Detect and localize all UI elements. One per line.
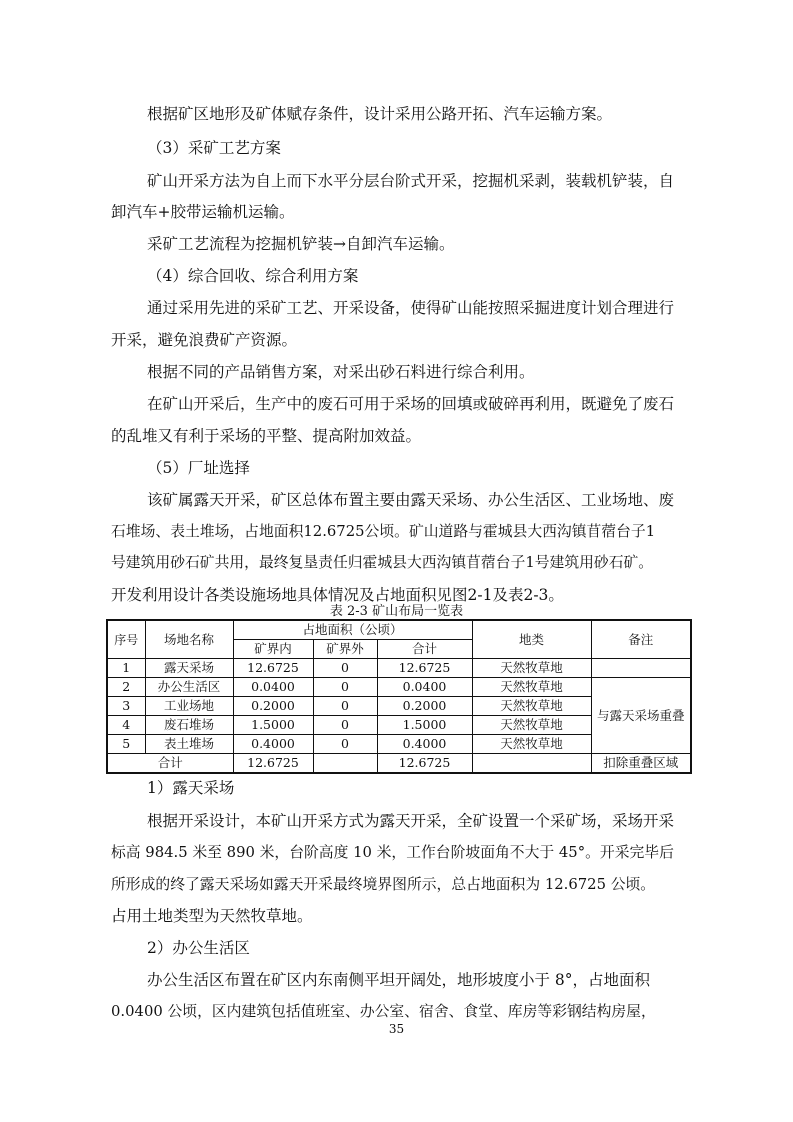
cell-seq: 4 <box>107 716 145 735</box>
paragraph-line: 该矿属露天开采，矿区总体布置主要由露天采场、办公生活区、工业场地、废 <box>147 491 675 509</box>
section-heading: （3）采矿工艺方案 <box>147 139 281 157</box>
section-heading: 1）露天采场 <box>147 779 235 797</box>
paragraph-line: 矿山开采方法为自上而下水平分层台阶式开采，挖掘机采剥，装载机铲装，自 <box>147 172 675 190</box>
paragraph-line: 石堆场、表土堆场，占地面积12.6725公顷。矿山道路与霍城县大西沟镇苜蓿台子1 <box>111 523 656 540</box>
section-heading: 2）办公生活区 <box>147 939 250 957</box>
paragraph-line: 占用土地类型为天然牧草地。 <box>111 907 313 925</box>
paragraph-line: 0.0400 公顷，区内建筑包括值班室、办公室、宿舍、食堂、库房等彩钢结构房屋， <box>111 1003 656 1020</box>
table-total-row <box>107 754 691 774</box>
section-heading: （5）厂址选择 <box>147 459 250 477</box>
cell-total-remark: 扣除重叠区域 <box>591 754 691 774</box>
cell-seq: 1 <box>107 659 145 678</box>
cell-inside: 0.4000 <box>233 735 313 754</box>
paragraph-line: 通过采用先进的采矿工艺、开采设备，使得矿山能按照采掘进度计划合理进行 <box>147 299 675 317</box>
paragraph-line: 根据开采设计，本矿山开采方式为露天开采，全矿设置一个采矿场，采场开采 <box>147 812 675 830</box>
cell-outside: 0 <box>313 659 377 678</box>
cell-total-land-type <box>472 754 591 774</box>
cell-land-type: 天然牧草地 <box>472 716 591 735</box>
paragraph-line: 的乱堆又有利于采场的平整、提高附加效益。 <box>111 427 422 445</box>
header-total: 合计 <box>377 640 472 659</box>
paragraph-line: 办公生活区布置在矿区内东南侧平坦开阔处，地形坡度小于 8°，占地面积 <box>147 971 651 989</box>
cell-seq: 2 <box>107 678 145 697</box>
cell-name: 废石堆场 <box>145 716 233 735</box>
cell-name: 办公生活区 <box>145 678 233 697</box>
paragraph-line: 开采，避免浪费矿产资源。 <box>111 331 298 349</box>
header-outside: 矿界外 <box>313 640 377 659</box>
paragraph-line: 在矿山开采后，生产中的废石可用于采场的回填或破碎再利用，既避免了废石 <box>147 395 675 413</box>
cell-inside: 12.6725 <box>233 659 313 678</box>
cell-total: 1.5000 <box>377 716 472 735</box>
paragraph-line: 根据不同的产品销售方案，对采出砂石料进行综合利用。 <box>147 363 535 381</box>
cell-remark-merged: 与露天采场重叠 <box>591 678 691 754</box>
header-inside: 矿界内 <box>233 640 313 659</box>
paragraph-line: 标高 984.5 米至 890 米，台阶高度 10 米，工作台阶坡面角不大于 45°。开采完毕后 <box>111 844 674 861</box>
cell-outside: 0 <box>313 697 377 716</box>
cell-inside: 0.0400 <box>233 678 313 697</box>
cell-land-type: 天然牧草地 <box>472 659 591 678</box>
paragraph-line: 采矿工艺流程为挖掘机铲装→自卸汽车运输。 <box>147 235 455 253</box>
cell-total-outside <box>313 754 377 774</box>
cell-name: 露天采场 <box>145 659 233 678</box>
cell-outside: 0 <box>313 678 377 697</box>
paragraph-line: 根据矿区地形及矿体赋存条件，设计采用公路开拓、汽车运输方案。 <box>147 105 613 123</box>
header-remark: 备注 <box>591 620 691 659</box>
cell-name: 表土堆场 <box>145 735 233 754</box>
paragraph-line: 号建筑用砂石矿共用，最终复垦责任归霍城县大西沟镇苜蓿台子1号建筑用砂石矿。 <box>111 554 654 571</box>
cell-total: 0.0400 <box>377 678 472 697</box>
cell-outside: 0 <box>313 735 377 754</box>
header-seq: 序号 <box>107 620 145 659</box>
cell-land-type: 天然牧草地 <box>472 678 591 697</box>
header-land-type: 地类 <box>472 620 591 659</box>
cell-land-type: 天然牧草地 <box>472 697 591 716</box>
cell-seq: 3 <box>107 697 145 716</box>
table-row <box>107 678 691 697</box>
cell-remark-empty <box>591 659 691 678</box>
cell-total: 12.6725 <box>377 659 472 678</box>
cell-total-inside: 12.6725 <box>233 754 313 774</box>
cell-total-label: 合计 <box>107 754 233 774</box>
cell-inside: 1.5000 <box>233 716 313 735</box>
paragraph-line: 所形成的终了露天采场如露天开采最终境界图所示，总占地面积为 12.6725 公顷。 <box>111 876 656 893</box>
cell-name: 工业场地 <box>145 697 233 716</box>
cell-outside: 0 <box>313 716 377 735</box>
paragraph-line: 开发利用设计各类设施场地具体情况及占地面积见图2-1及表2-3。 <box>111 586 564 604</box>
cell-inside: 0.2000 <box>233 697 313 716</box>
header-area-group: 占地面积（公顷） <box>233 620 472 640</box>
mine-layout-table <box>106 619 692 774</box>
cell-total: 0.4000 <box>377 735 472 754</box>
paragraph-line: 卸汽车+胶带运输机运输。 <box>111 203 295 221</box>
page-number: 35 <box>388 1022 405 1036</box>
cell-total: 0.2000 <box>377 697 472 716</box>
section-heading: （4）综合回收、综合利用方案 <box>147 267 359 285</box>
header-name: 场地名称 <box>145 620 233 659</box>
cell-land-type: 天然牧草地 <box>472 735 591 754</box>
cell-total-total: 12.6725 <box>377 754 472 774</box>
table-row <box>107 659 691 678</box>
table-caption: 表 2-3 矿山布局一览表 <box>329 604 464 619</box>
cell-seq: 5 <box>107 735 145 754</box>
